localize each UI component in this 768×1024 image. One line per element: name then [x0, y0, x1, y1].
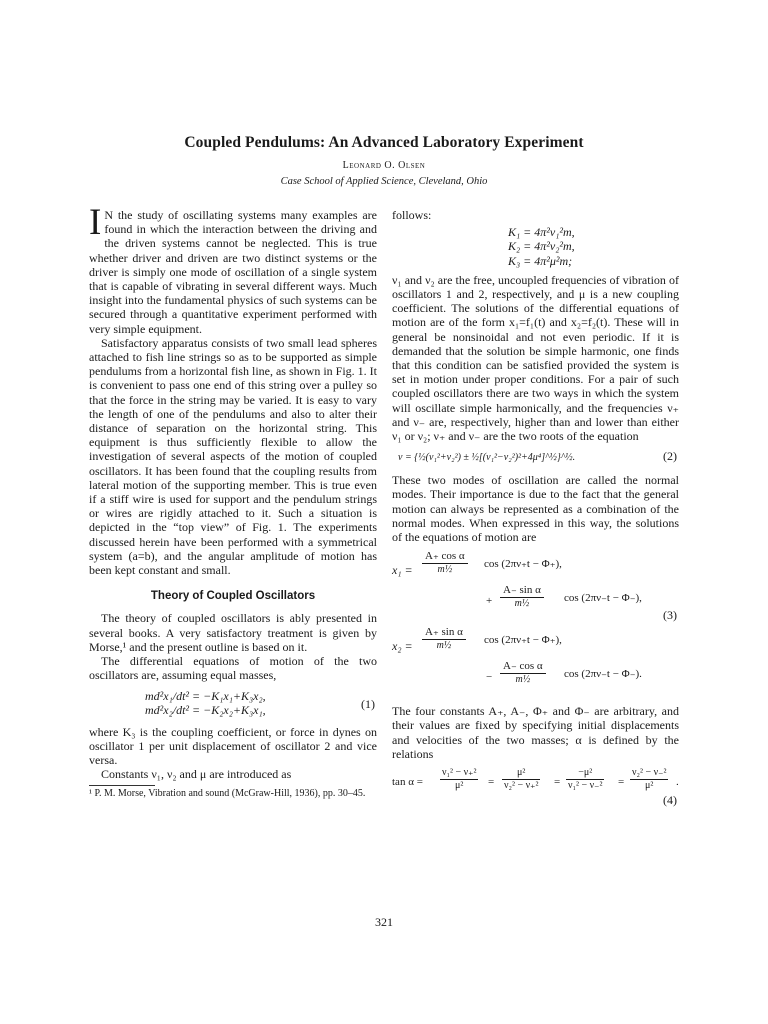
x2-lhs: x₂ = [392, 639, 413, 654]
section-heading: Theory of Coupled Oscillators [150, 590, 316, 603]
equation-1 [89, 689, 377, 723]
x2-plus-frac: $\frac{\text{A₊ sin α}}{\text{m½}}$ [422, 626, 466, 652]
k-definitions [392, 225, 679, 268]
footnote: ¹ P. M. Morse, Vibration and sound (McGraw-Hill, 1936), pp. 30–45. [89, 788, 366, 800]
theory-paragraph: The theory of coupled oscillators is ably presented in several books. A very satisfactory treatment is given by Morse,¹ and the present outline is based on it. [89, 611, 377, 654]
equation-2 [392, 449, 679, 471]
x2-minus-frac: $\frac{\text{A₋ cos α}}{\text{m½}}$ [500, 660, 546, 686]
x1-minus-term: + $\frac{\text{A₋ sin α}}{\text{m½}}$ cos (2πν₋t − Φ₋), (3) [486, 584, 677, 623]
equation-1-line-1: md²x₁/dt² = −K₁x₁+K₃x₂, [145, 688, 266, 703]
right-column [392, 208, 679, 807]
k3-definition: K₃ = 4π²μ²m; [508, 253, 573, 268]
equation-1-line-2: md²x₂/dt² = −K₂x₂+K₃x₁, [145, 702, 266, 717]
frequencies-paragraph: ν₁ and ν₂ are the free, uncoupled frequencies of vibration of oscillators 1 and 2, respectively, and μ is a new coupling coefficient. The solutions of the differential equations of motion are of the form x₁=f₁(t) and x₂=f₂(t). These will in general be nonsinoidal and not even periodic. If it is demanded that the solution be simple harmonic, one finds that this condition can be satisfied provided the system is set in motion under proper conditions. For a pair of such coupled oscillators there are two ways in which the system will oscillate simple harmonically, and the frequencies ν₊ and ν₋ are, respectively, higher than and lower than either ν₁ or ν₂; ν₊ and ν₋ are the two roots of the equation [392, 272, 679, 444]
author-affiliation: Case School of Applied Science, Cleveland, Ohio [280, 176, 488, 187]
x2-plus-cos: cos (2πν₊t − Φ₊), [484, 634, 562, 647]
x1-lhs: x₁ = [392, 563, 413, 578]
x1-plus-frac: $\frac{\text{A₊ cos α}}{\text{m½}}$ [422, 550, 468, 576]
x2-plus-term [392, 626, 679, 660]
constants-description: The four constants A₊, A₋, Φ₊ and Φ₋ are arbitrary, and their values are fixed by specifying initial displacements and velocities of the two masses; α is defined by the relations [392, 704, 679, 761]
intro-paragraph [89, 202, 377, 336]
x2-minus-term: − $\frac{\text{A₋ cos α}}{\text{m½}}$ cos (2πν₋t − Φ₋). [486, 660, 642, 686]
constants-paragraph: Constants ν₁, ν₂ and μ are introduced as [101, 767, 292, 782]
equation-2-number: (2) [663, 449, 677, 464]
equation-4-number: (4) [663, 793, 677, 808]
follows-text: follows: [392, 208, 432, 222]
equation-1-number: (1) [361, 696, 375, 711]
equation-3-number: (3) [663, 608, 677, 623]
x1-minus-frac: $\frac{\text{A₋ sin α}}{\text{m½}}$ [500, 584, 544, 610]
x2-minus-cos: cos (2πν₋t − Φ₋). [564, 668, 642, 681]
left-column [89, 202, 377, 800]
equation-3 [392, 550, 679, 700]
k2-definition: K₂ = 4π²ν₂²m, [508, 239, 575, 254]
normal-modes-paragraph: These two modes of oscillation are called the normal modes. Their importance is due to the fact that the general motion can always be represented as a combination of the normal modes. When expressed in this way, the solutions of the equations of motion are [392, 473, 679, 545]
apparatus-paragraph: Satisfactory apparatus consists of two small lead spheres attached to fish line strings so as to be supported as simple pendulums from a horizontal fish line, as shown in Fig. 1. It is convenient to pass one end of this string over a pulley so that the force in the string may be varied. It is easy to vary the length of one of the pendulums and also to alter their distance of separation on the horizontal string. This equipment is thus sufficiently flexible to allow the investigation of several aspects of the motion of coupled oscillators. It has been found that the coupling results from lateral motion of the supporting member. This is true even if a stiff wire is used for support and the pendulum strings or wires are rigidly attached to it. Such a situation is depicted in the “top view” of Fig. 1. The experiments discussed herein have been performed with a symmetrical system (a=b), and the angular amplitude of motion has been kept constant and small. [89, 335, 377, 578]
x1-plus-cos: cos (2πν₊t − Φ₊), [484, 558, 562, 571]
author-name: Leonard O. Olsen [342, 160, 426, 171]
drop-cap: I [89, 202, 102, 243]
k1-definition: K₁ = 4π²ν₁²m, [508, 225, 575, 240]
page-number: 321 [375, 915, 393, 929]
footnote-rule [89, 785, 155, 786]
diff-eq-intro: The differential equations of motion of the two oscillators are, assuming equal masses, [89, 654, 377, 683]
equation-2-formula: ν = {½(ν₁²+ν₂²) ± ½[(ν₁²−ν₂²)²+4μ⁴]^½}^½. [398, 452, 576, 464]
coupling-paragraph: where K₃ is the coupling coefficient, or force in dynes on oscillator 1 per unit displacement of oscillator 2 and vice versa. [89, 724, 377, 767]
paper-title: Coupled Pendulums: An Advanced Laboratory Experiment [184, 134, 584, 151]
x1-plus-term [392, 550, 679, 584]
intro-text: N the study of oscillating systems many examples are found in which the interaction between the driving and the driven systems cannot be neglected. This is true whether driver and driven are two distinct systems or the driver is simply one mode of oscillation of a single system that is capable of vibrating in several different ways. Much insight into the fundamental physics of such systems can be secured through a quantitative experiment performed with very simple equipment. [89, 208, 377, 336]
equation-4: tan α = $\frac{\text{ν₁² − ν₊²}}{\text{μ²}}$ = $\frac{\text{μ²}}{\text{ν₂² − ν₊²}}$ = $\frac{\text{−μ²}}{\text{ν₁² − ν₋²}}$ = $\frac{\text{ν₂² − ν₋²}}{\text{μ²}}$ . (4) [392, 767, 679, 808]
x1-minus-cos: cos (2πν₋t − Φ₋), [564, 592, 642, 605]
